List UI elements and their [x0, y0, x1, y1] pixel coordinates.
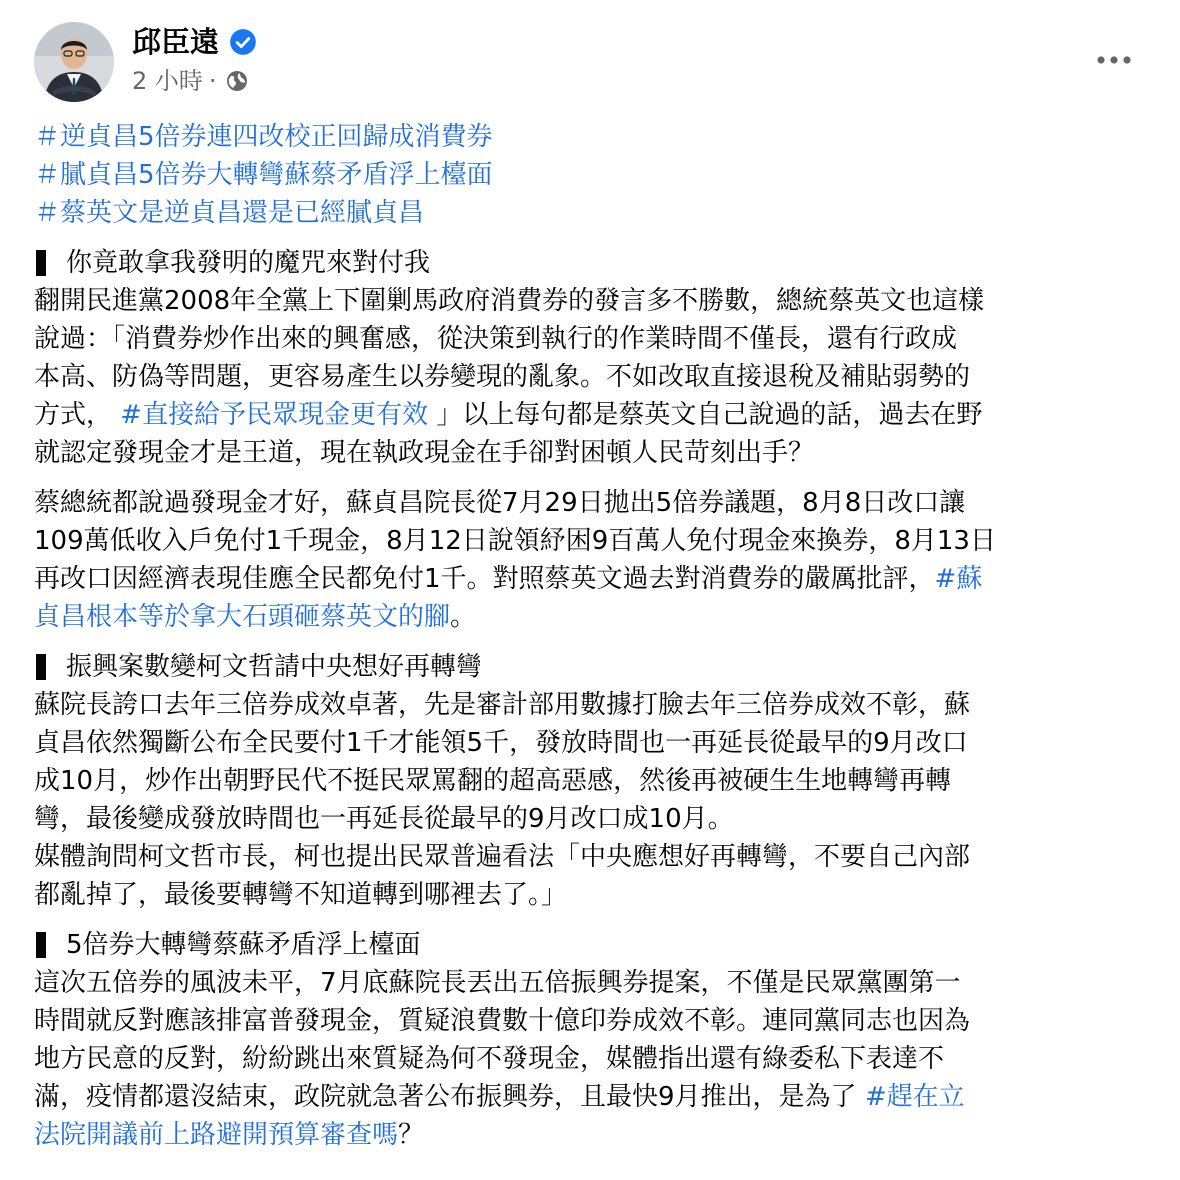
section-2 — [34, 648, 1154, 914]
post-timestamp[interactable]: 2 小時 — [132, 67, 203, 95]
avatar[interactable] — [34, 22, 114, 102]
section-heading-text: 振興案數變柯文哲請中央想好再轉彎 — [66, 652, 483, 682]
section-heading — [34, 926, 1154, 964]
text-line: 彎，最後變成發放時間也一再延長從最早的9月改口成10月。 — [34, 804, 734, 834]
text-line: 109萬低收入戶免付1千現金，8月12日說領紓困9百萬人免付現金來換券，8月13日 — [34, 526, 996, 556]
hashtag-link[interactable]: 貞昌根本等於拿大石頭砸蔡英文的腳 — [34, 602, 451, 632]
text-line — [34, 560, 1154, 598]
post-body — [34, 118, 1154, 1154]
text-line: 這次五倍券的風波未平，7月底蘇院長丟出五倍振興券提案，不僅是民眾黨團第一 — [34, 968, 961, 998]
section-marker — [36, 654, 46, 680]
text-line — [34, 598, 1154, 636]
author-row — [132, 22, 257, 62]
text-line: 本高、防偽等問題，更容易產生以券變現的亂象。不如改取直接退稅及補貼弱勢的 — [34, 362, 971, 392]
section-3 — [34, 926, 1154, 1154]
hashtag-link[interactable]: ＃逆貞昌5倍券連四改校正回歸成消費券 — [34, 122, 493, 152]
section-marker — [36, 932, 46, 958]
author-name[interactable]: 邱臣遠 — [132, 25, 220, 59]
text-line: 翻開民進黨2008年全黨上下圍剿馬政府消費券的發言多不勝數，總統蔡英文也這樣 — [34, 286, 985, 316]
globe-icon[interactable] — [225, 69, 249, 93]
hashtag-link[interactable]: ＃蔡英文是逆貞昌還是已經膩貞昌 — [34, 198, 425, 228]
text-line: 都亂掉了，最後要轉彎不知道轉到哪裡去了。」 — [34, 880, 568, 910]
section-heading-text: 你竟敢拿我發明的魔咒來對付我 — [66, 248, 431, 278]
text-line: 時間就反對應該排富普發現金，質疑浪費數十億印券成效不彰。連同黨同志也因為 — [34, 1006, 971, 1036]
hashtag-line — [34, 118, 1154, 156]
text-line: 說過：「消費券炒作出來的興奮感，從決策到執行的作業時間不僅長，還有行政成 — [34, 324, 958, 354]
text-line: 媒體詢問柯文哲市長，柯也提出民眾普遍看法「中央應想好再轉彎，不要自己內部 — [34, 842, 971, 872]
section-heading-text: 5倍券大轉彎蔡蘇矛盾浮上檯面 — [66, 930, 421, 960]
text-line: 貞昌依然獨斷公布全民要付1千才能領5千，發放時間也一再延長從最早的9月改口 — [34, 728, 968, 758]
text-segment: 方式， — [34, 400, 113, 430]
section-heading — [34, 648, 1154, 686]
text-line: 就認定發現金才是王道，現在執政現金在手卻對困頓人民苛刻出手？ — [34, 438, 815, 468]
text-line — [34, 1116, 1154, 1154]
text-line: 地方民意的反對，紛紛跳出來質疑為何不發現金，媒體指出還有綠委私下表達不 — [34, 1044, 945, 1074]
hashtag-link[interactable]: #直接給予民眾現金更有效 — [120, 400, 429, 430]
more-options-button[interactable] — [1090, 42, 1138, 78]
post-meta — [132, 64, 249, 98]
paragraph-2 — [34, 484, 1154, 636]
text-line — [34, 1078, 1154, 1116]
meta-separator: · — [208, 67, 217, 95]
section-1 — [34, 244, 1154, 472]
hashtag-line — [34, 156, 1154, 194]
hashtag-link[interactable]: #蘇 — [934, 564, 983, 594]
verified-badge-icon — [229, 28, 257, 56]
text-segment: 滿，疫情都還沒結束，政院就急著公布振興券，且最快9月推出，是為了 — [34, 1082, 865, 1112]
text-line: 蘇院長誇口去年三倍券成效卓著，先是審計部用數據打臉去年三倍券成效不彰，蘇 — [34, 690, 971, 720]
text-segment: 」以上每句都是蔡英文自己說過的話，過去在野 — [436, 400, 983, 430]
text-line: 蔡總統都說過發現金才好，蘇貞昌院長從7月29日拋出5倍券議題，8月8日改口讓 — [34, 488, 966, 518]
section-marker — [36, 250, 46, 276]
text-segment: 。 — [450, 602, 477, 632]
avatar-photo — [34, 22, 114, 102]
text-line: 成10月，炒作出朝野民代不挺民眾罵翻的超高惡感，然後再被硬生生地轉彎再轉 — [34, 766, 952, 796]
hashtag-link[interactable]: 法院開議前上路避開預算審查嗎 — [34, 1120, 399, 1150]
hashtag-link[interactable]: #趕在立 — [864, 1082, 965, 1112]
text-segment: ？ — [398, 1120, 425, 1150]
text-segment: 再改口因經濟表現佳應全民都免付1千。對照蔡英文過去對消費券的嚴厲批評， — [34, 564, 935, 594]
more-options-icon — [1096, 55, 1132, 65]
text-line — [34, 396, 1154, 434]
section-heading — [34, 244, 1154, 282]
hashtag-line — [34, 194, 1154, 232]
hashtag-link[interactable]: ＃膩貞昌5倍券大轉彎蘇蔡矛盾浮上檯面 — [34, 160, 493, 190]
